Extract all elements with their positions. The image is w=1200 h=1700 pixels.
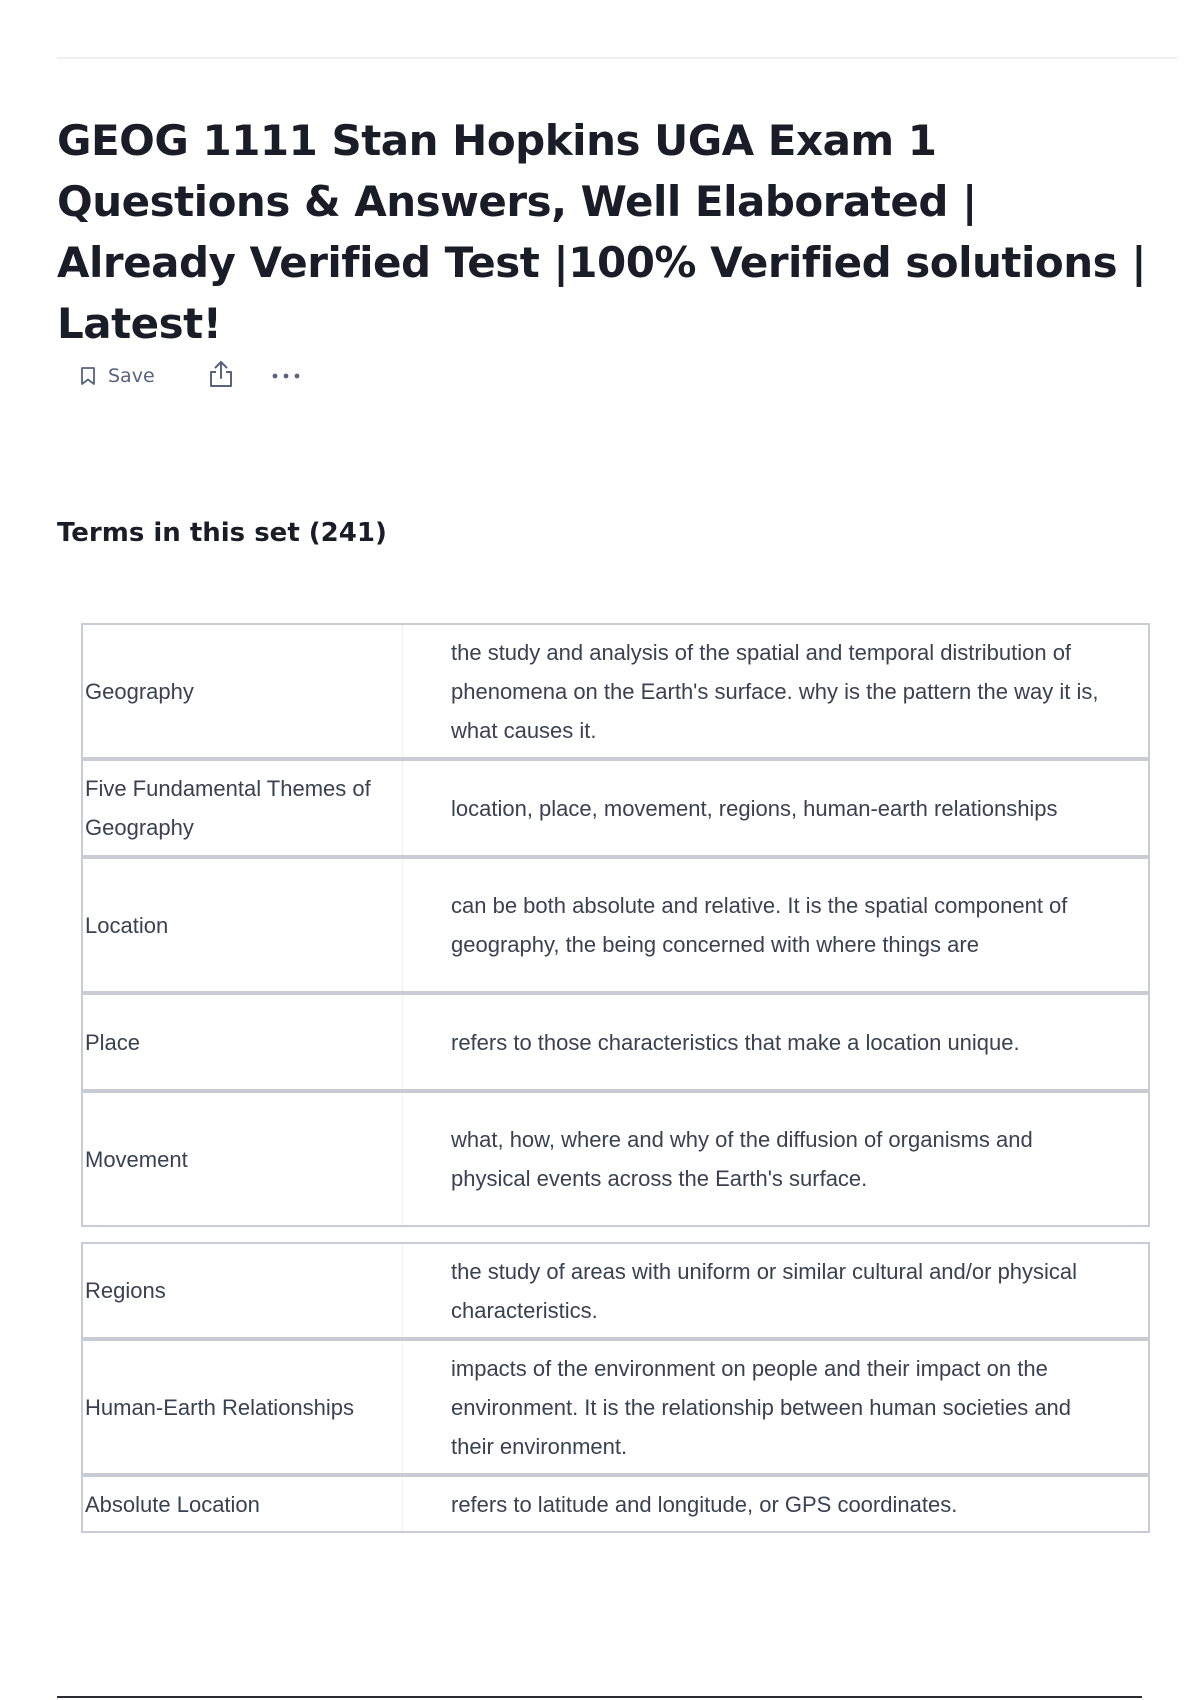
- term-definition: refers to latitude and longitude, or GPS coordinates.: [451, 1491, 958, 1517]
- terms-heading: Terms in this set (241): [57, 518, 387, 548]
- share-icon: [207, 359, 235, 394]
- term-card: [81, 1475, 1150, 1533]
- bottom-divider: [57, 1696, 1142, 1698]
- term-definition: the study and analysis of the spatial and temporal distribution of phenomena on the Earth's surface. why is the pattern the way it is, what causes it.: [451, 639, 1099, 743]
- term-card: [81, 1091, 1150, 1227]
- share-button[interactable]: [207, 359, 235, 394]
- term-word: Absolute Location: [83, 1477, 403, 1531]
- term-word: Location: [83, 859, 403, 991]
- term-definition: location, place, movement, regions, human-earth relationships: [451, 795, 1058, 821]
- term-word: Place: [83, 995, 403, 1089]
- term-definition: the study of areas with uniform or similar cultural and/or physical characteristics.: [451, 1258, 1078, 1323]
- page-title: GEOG 1111 Stan Hopkins UGA Exam 1 Questions & Answers, Well Elaborated | Already Verified Test |100% Verified solutions | Latest!: [57, 116, 1147, 348]
- more-options-button[interactable]: [271, 367, 301, 385]
- term-card: [81, 1339, 1150, 1475]
- term-card: [81, 993, 1150, 1091]
- term-definition: what, how, where and why of the diffusion of organisms and physical events across the Earth's surface.: [451, 1127, 1033, 1191]
- term-word: Five Fundamental Themes of Geography: [83, 761, 403, 855]
- term-word: Regions: [83, 1244, 403, 1337]
- save-button[interactable]: [80, 365, 155, 387]
- term-card: [81, 1242, 1150, 1339]
- term-word: Human-Earth Relationships: [83, 1341, 403, 1473]
- term-word: Movement: [83, 1093, 403, 1225]
- more-horizontal-icon: [271, 367, 301, 385]
- save-label: Save: [108, 365, 155, 387]
- term-definition: can be both absolute and relative. It is the spatial component of geography, the being concerned with where things are: [451, 893, 1068, 957]
- term-card: [81, 759, 1150, 857]
- term-card: [81, 857, 1150, 993]
- term-card: [81, 623, 1150, 759]
- term-definition: impacts of the environment on people and their impact on the environment. It is the relationship between human societies and their environment.: [451, 1355, 1072, 1459]
- top-divider: [57, 57, 1177, 59]
- action-bar: [80, 358, 301, 394]
- term-definition: refers to those characteristics that make a location unique.: [451, 1029, 1020, 1055]
- bookmark-icon: [80, 366, 96, 386]
- term-word: Geography: [83, 625, 403, 757]
